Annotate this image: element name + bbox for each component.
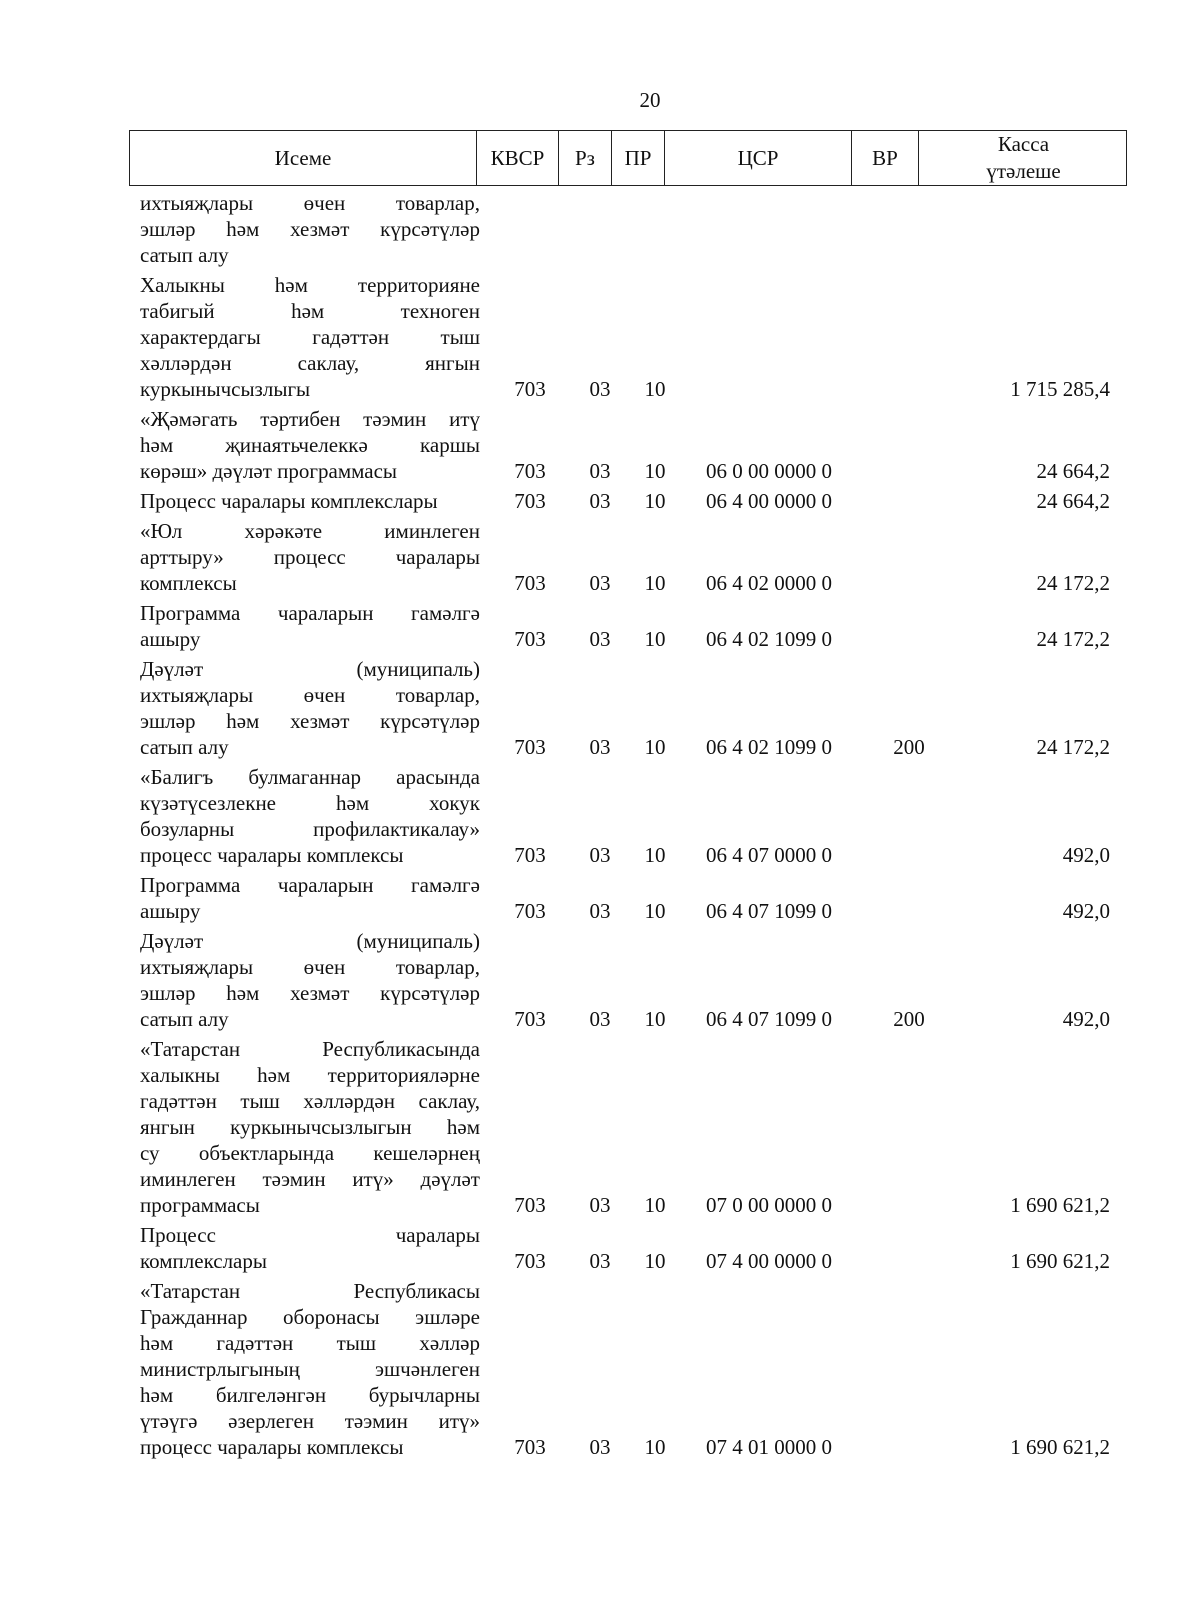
row-name-line: «Җәмәгать тәртибен тәэмин итү bbox=[140, 407, 480, 431]
row-sum: 24 172,2 bbox=[1036, 627, 1110, 651]
table-row bbox=[0, 600, 1200, 652]
row-kvsr: 703 bbox=[514, 627, 546, 651]
row-name bbox=[140, 764, 480, 868]
row-rz: 03 bbox=[589, 489, 611, 513]
row-sum: 492,0 bbox=[1062, 1007, 1110, 1031]
row-csr: 06 4 02 1099 0 bbox=[706, 627, 832, 651]
row-name-line: сатып алу bbox=[140, 735, 229, 759]
row-vr: 200 bbox=[893, 735, 925, 759]
row-name-line: хәлләрдән саклау, янгын bbox=[140, 351, 480, 375]
row-kvsr: 703 bbox=[514, 735, 546, 759]
row-name-line: комплекслары bbox=[140, 1249, 267, 1273]
row-pr: 10 bbox=[644, 1249, 666, 1273]
row-kvsr: 703 bbox=[514, 1249, 546, 1273]
row-pr: 10 bbox=[644, 899, 666, 923]
row-rz: 03 bbox=[589, 735, 611, 759]
row-name-line: Программа чараларын гамәлгә bbox=[140, 873, 480, 897]
row-name-line: күзәтүсезлекне һәм хокук bbox=[140, 791, 480, 815]
row-pr: 10 bbox=[644, 735, 666, 759]
table-row bbox=[0, 190, 1200, 268]
table-header bbox=[129, 130, 1127, 186]
table-row bbox=[0, 764, 1200, 868]
row-rz: 03 bbox=[589, 571, 611, 595]
row-name-line: «Юл хәрәкәте иминлеген bbox=[140, 519, 480, 543]
row-name-line: Процесс чаралары комплекслары bbox=[140, 489, 438, 513]
row-name-line: Гражданнар оборонасы эшләре bbox=[140, 1305, 480, 1329]
row-name-line: халыкны һәм территорияләрне bbox=[140, 1063, 480, 1087]
page-number: 20 bbox=[639, 88, 661, 112]
row-kvsr: 703 bbox=[514, 571, 546, 595]
row-name bbox=[140, 488, 480, 514]
row-name-line: һәм билгеләнгән бурычларны bbox=[140, 1383, 480, 1407]
row-name-line: министрлыгының эшчәнлеген bbox=[140, 1357, 480, 1381]
row-name-line: бозуларны профилактикалау» bbox=[140, 817, 480, 841]
row-csr: 06 4 07 0000 0 bbox=[706, 843, 832, 867]
row-name-line: куркынычсызлыгы bbox=[140, 377, 311, 401]
row-sum: 24 664,2 bbox=[1036, 459, 1110, 483]
row-name bbox=[140, 1222, 480, 1274]
row-csr: 06 0 00 0000 0 bbox=[706, 459, 832, 483]
row-name bbox=[140, 406, 480, 484]
table-row bbox=[0, 406, 1200, 484]
row-name bbox=[140, 1036, 480, 1218]
row-csr: 07 4 01 0000 0 bbox=[706, 1435, 832, 1459]
row-kvsr: 703 bbox=[514, 899, 546, 923]
table-row bbox=[0, 1036, 1200, 1218]
row-rz: 03 bbox=[589, 1249, 611, 1273]
row-pr: 10 bbox=[644, 1435, 666, 1459]
row-csr: 06 4 07 1099 0 bbox=[706, 899, 832, 923]
row-sum: 1 715 285,4 bbox=[1010, 377, 1110, 401]
row-name-line: ихтыяҗлары өчен товарлар, bbox=[140, 955, 480, 979]
row-name-line: сатып алу bbox=[140, 1007, 229, 1031]
table-row bbox=[0, 1222, 1200, 1274]
header-name: Исеме bbox=[130, 131, 477, 185]
table-row bbox=[0, 928, 1200, 1032]
row-sum: 1 690 621,2 bbox=[1010, 1193, 1110, 1217]
row-name-line: көрәш» дәүләт программасы bbox=[140, 459, 398, 483]
row-name-line: «Балигъ булмаганнар арасында bbox=[140, 765, 480, 789]
header-kvsr: КВСР bbox=[477, 131, 559, 185]
row-pr: 10 bbox=[644, 459, 666, 483]
row-name-line: эшләр һәм хезмәт күрсәтүләр bbox=[140, 709, 480, 733]
row-csr: 07 4 00 0000 0 bbox=[706, 1249, 832, 1273]
row-name bbox=[140, 190, 480, 268]
row-name-line: ихтыяҗлары өчен товарлар, bbox=[140, 683, 480, 707]
row-name-line: «Татарстан Республикасы bbox=[140, 1279, 480, 1303]
row-vr: 200 bbox=[893, 1007, 925, 1031]
row-kvsr: 703 bbox=[514, 1435, 546, 1459]
row-csr: 06 4 00 0000 0 bbox=[706, 489, 832, 513]
row-rz: 03 bbox=[589, 1435, 611, 1459]
row-pr: 10 bbox=[644, 627, 666, 651]
row-sum: 24 664,2 bbox=[1036, 489, 1110, 513]
row-rz: 03 bbox=[589, 843, 611, 867]
row-kvsr: 703 bbox=[514, 1007, 546, 1031]
row-name-line: һәм гадәттән тыш хәлләр bbox=[140, 1331, 480, 1355]
row-name bbox=[140, 656, 480, 760]
header-sum bbox=[919, 131, 1128, 185]
row-name-line: һәм җинаятьчелеккә каршы bbox=[140, 433, 480, 457]
row-kvsr: 703 bbox=[514, 1193, 546, 1217]
table-row bbox=[0, 488, 1200, 514]
row-kvsr: 703 bbox=[514, 377, 546, 401]
table-row bbox=[0, 1278, 1200, 1460]
row-kvsr: 703 bbox=[514, 459, 546, 483]
row-name-line: ихтыяҗлары өчен товарлар, bbox=[140, 191, 480, 215]
row-rz: 03 bbox=[589, 377, 611, 401]
row-kvsr: 703 bbox=[514, 843, 546, 867]
row-name bbox=[140, 600, 480, 652]
row-name-line: программасы bbox=[140, 1193, 260, 1217]
row-name-line: ашыру bbox=[140, 627, 201, 651]
row-sum: 24 172,2 bbox=[1036, 571, 1110, 595]
row-csr: 07 0 00 0000 0 bbox=[706, 1193, 832, 1217]
row-rz: 03 bbox=[589, 627, 611, 651]
row-name bbox=[140, 928, 480, 1032]
row-pr: 10 bbox=[644, 377, 666, 401]
row-name-line: процесс чаралары комплексы bbox=[140, 1435, 404, 1459]
row-kvsr: 703 bbox=[514, 489, 546, 513]
row-name bbox=[140, 272, 480, 402]
row-rz: 03 bbox=[589, 1007, 611, 1031]
row-name-line: иминлеген тәэмин итү» дәүләт bbox=[140, 1167, 480, 1191]
row-name-line: процесс чаралары комплексы bbox=[140, 843, 404, 867]
row-name bbox=[140, 518, 480, 596]
row-name-line: ашыру bbox=[140, 899, 201, 923]
row-name-line: характердагы гадәттән тыш bbox=[140, 325, 480, 349]
row-name-line: эшләр һәм хезмәт күрсәтүләр bbox=[140, 981, 480, 1005]
row-pr: 10 bbox=[644, 571, 666, 595]
table-row bbox=[0, 518, 1200, 596]
row-name-line: арттыру» процесс чаралары bbox=[140, 545, 480, 569]
row-name-line: «Татарстан Республикасында bbox=[140, 1037, 480, 1061]
row-name-line: Дәүләт (муниципаль) bbox=[140, 657, 480, 681]
table-row bbox=[0, 272, 1200, 402]
row-pr: 10 bbox=[644, 843, 666, 867]
row-name-line: Халыкны һәм территорияне bbox=[140, 273, 480, 297]
row-name-line: янгын куркынычсызлыгын һәм bbox=[140, 1115, 480, 1139]
row-csr: 06 4 02 0000 0 bbox=[706, 571, 832, 595]
row-sum: 492,0 bbox=[1062, 843, 1110, 867]
row-name-line: эшләр һәм хезмәт күрсәтүләр bbox=[140, 217, 480, 241]
row-name-line: сатып алу bbox=[140, 243, 229, 267]
row-name bbox=[140, 872, 480, 924]
row-sum: 492,0 bbox=[1062, 899, 1110, 923]
row-pr: 10 bbox=[644, 1007, 666, 1031]
row-sum: 1 690 621,2 bbox=[1010, 1249, 1110, 1273]
header-sum-line2: үтәлеше bbox=[986, 159, 1061, 183]
row-rz: 03 bbox=[589, 459, 611, 483]
row-rz: 03 bbox=[589, 1193, 611, 1217]
row-name-line: үтәүгә әзерлеген тәэмин итү» bbox=[140, 1409, 480, 1433]
row-name-line: Дәүләт (муниципаль) bbox=[140, 929, 480, 953]
row-name-line: комплексы bbox=[140, 571, 237, 595]
row-pr: 10 bbox=[644, 1193, 666, 1217]
header-rz: Рз bbox=[559, 131, 612, 185]
row-rz: 03 bbox=[589, 899, 611, 923]
row-pr: 10 bbox=[644, 489, 666, 513]
row-name-line: Программа чараларын гамәлгә bbox=[140, 601, 480, 625]
header-sum-line1: Касса bbox=[997, 132, 1050, 156]
row-sum: 1 690 621,2 bbox=[1010, 1435, 1110, 1459]
row-sum: 24 172,2 bbox=[1036, 735, 1110, 759]
row-name bbox=[140, 1278, 480, 1460]
row-name-line: су объектларында кешеләрнең bbox=[140, 1141, 480, 1165]
row-csr: 06 4 07 1099 0 bbox=[706, 1007, 832, 1031]
row-name-line: Процесс чаралары bbox=[140, 1223, 480, 1247]
row-csr: 06 4 02 1099 0 bbox=[706, 735, 832, 759]
row-name-line: табигый һәм техноген bbox=[140, 299, 480, 323]
table-row bbox=[0, 656, 1200, 760]
header-csr: ЦСР bbox=[665, 131, 852, 185]
table-row bbox=[0, 872, 1200, 924]
header-vr: ВР bbox=[852, 131, 919, 185]
header-pr: ПР bbox=[612, 131, 665, 185]
row-name-line: гадәттән тыш хәлләрдән саклау, bbox=[140, 1089, 480, 1113]
